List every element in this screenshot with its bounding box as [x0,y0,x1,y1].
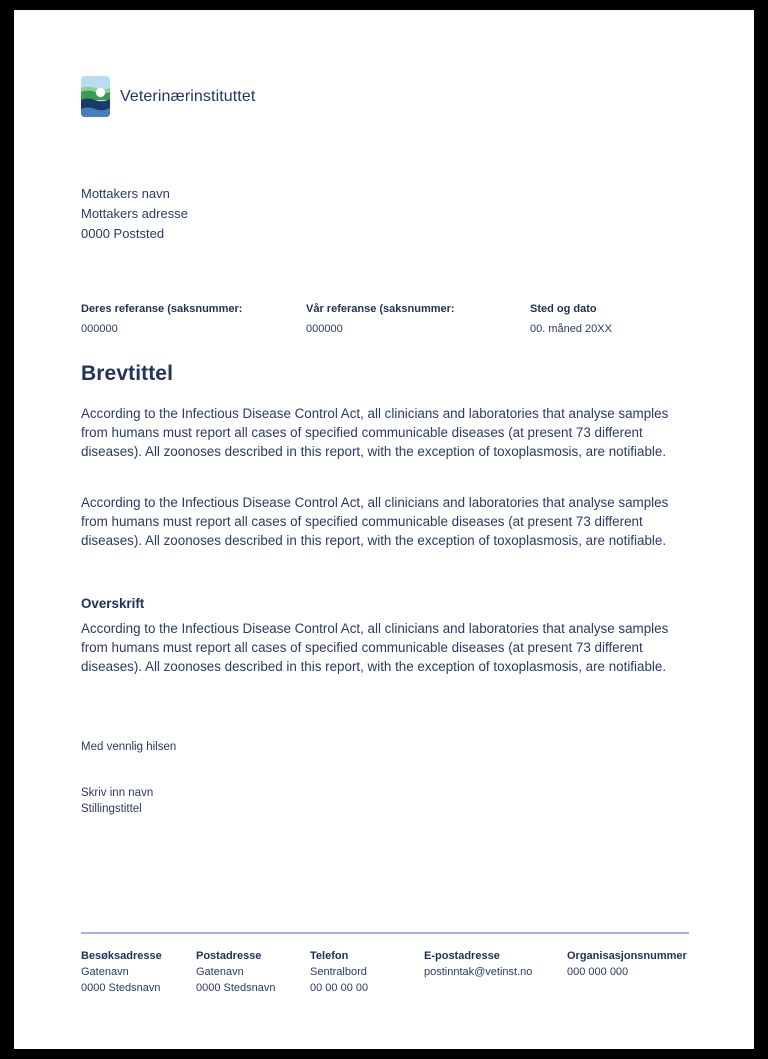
footer-org-number-value: 000 000 000 [567,966,629,978]
recipient-address: Mottakers adresse [81,206,188,221]
body-paragraph-1: According to the Infectious Disease Control Act, all clinicians and laboratories that analyse samples from humans must report all cases of specified communicable diseases (at present 73 different diseases). All zoonoses described in this report, with the exception of toxoplasmosis, are notifiable. [81,406,669,459]
closing-salutation: Med vennlig hilsen [81,741,177,753]
signature-block [81,785,153,817]
footer-visiting-address-place: 0000 Stedsnavn [81,982,161,994]
footer-email-heading: E-postadresse [424,950,500,962]
footer-postal-address-heading: Postadresse [196,950,262,962]
footer-postal-address-street: Gatenavn [196,966,244,978]
veterinaerinstituttet-logo-icon [81,76,110,117]
reference-our-ref [306,303,526,336]
signature-name: Skriv inn navn [81,787,154,799]
body-paragraph-3: According to the Infectious Disease Control Act, all clinicians and laboratories that analyse samples from humans must report all cases of specified communicable diseases (at present 73 different diseases). All zoonoses described in this report, with the exception of toxoplasmosis, are notifiable. [81,621,669,674]
body-paragraph-2: According to the Infectious Disease Control Act, all clinicians and laboratories that analyse samples from humans must report all cases of specified communicable diseases (at present 73 different diseases). All zoonoses described in this report, with the exception of toxoplasmosis, are notifiable. [81,495,669,548]
letter-page [14,10,754,1049]
recipient-name: Mottakers navn [81,186,170,201]
recipient-block [81,184,188,244]
footer-divider [81,932,689,934]
footer-visiting-address-heading: Besøksadresse [81,950,162,962]
footer-postal-address-place: 0000 Stedsnavn [196,982,276,994]
our-ref-label: Vår referanse (saksnummer: [306,303,455,315]
footer-email [424,948,532,980]
section-subheading: Overskrift [81,596,145,611]
place-date-label: Sted og dato [530,303,597,315]
brand-name: Veterinærinstituttet [120,87,256,105]
footer-postal-address [196,948,276,996]
footer-visiting-address [81,948,162,996]
footer-phone [310,948,368,996]
footer-email-address: postinntak@vetinst.no [424,966,533,978]
footer-phone-switchboard: Sentralbord [310,966,367,978]
footer-visiting-address-street: Gatenavn [81,966,129,978]
footer-phone-heading: Telefon [310,950,349,962]
footer-org-number [567,948,687,980]
brand-header [81,76,255,117]
your-ref-label: Deres referanse (saksnummer: [81,303,243,315]
our-ref-value: 000000 [306,323,343,335]
your-ref-value: 000000 [81,323,118,335]
reference-your-ref [81,303,301,336]
place-date-value: 00. måned 20XX [530,323,612,335]
recipient-postal: 0000 Poststed [81,226,165,241]
letter-title: Brevtittel [81,362,174,385]
reference-place-date [530,303,750,336]
footer-phone-number: 00 00 00 00 [310,982,369,994]
footer-org-number-heading: Organisasjonsnummer [567,950,687,962]
signature-title: Stillingstittel [81,803,142,815]
